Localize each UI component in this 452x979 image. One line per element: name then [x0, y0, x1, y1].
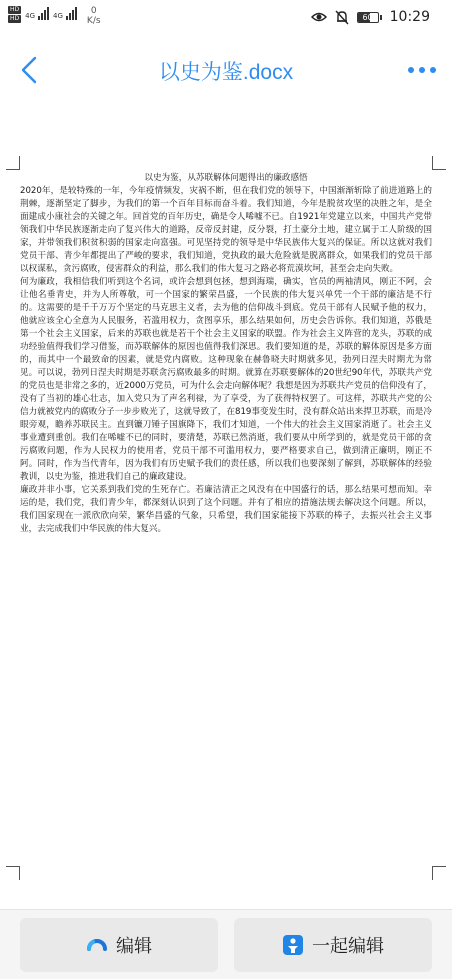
status-bar	[0, 0, 452, 36]
coedit-button[interactable]	[234, 918, 432, 972]
app-bar	[0, 36, 452, 104]
battery-level: 60	[362, 12, 373, 22]
chevron-left-icon	[16, 54, 44, 86]
bottom-bar	[0, 909, 452, 979]
signal-bars-1-icon	[38, 6, 49, 20]
back-button[interactable]	[16, 54, 44, 86]
eye-icon	[311, 11, 327, 23]
net-speed-unit: K/s	[86, 16, 101, 26]
more-button[interactable]	[406, 58, 438, 82]
clock: 10:29	[389, 9, 430, 25]
more-dots-icon	[408, 67, 414, 73]
signal-bars-2-icon	[66, 6, 77, 20]
status-left	[8, 6, 101, 26]
signal-2	[53, 6, 77, 20]
coedit-button-label: 一起编辑	[312, 936, 384, 957]
signal-2-label: 4G	[53, 12, 63, 20]
document-body	[20, 172, 432, 536]
edit-app-icon	[86, 934, 108, 956]
paragraph: 何为廉政，我相信我们听到这个名词，或许会想到包拯，想到海瑞，确实，官员的两袖清风，刚正不阿，会让他名垂青史，并为人所尊敬，可一个国家的繁荣昌盛，一个民族的伟大复兴单凭一个干部的廉洁是不行的。这需要的是千千万万个坚定的马克思主义者，去为他的信仰战斗到底。党员干部有人民赋予他的权力，他就应该全心全意为人民服务，若滥用权力，贪图享乐，那么结果如何，历史会告诉你。我们知道，苏俄是第一个社会主义国家，后来的苏联也就是若干个社会主义国家的联盟。作为社会主义阵营的龙头，苏联的成功经验值得我们学习借鉴，而苏联解体的原因也值得我们深思。我们要知道的是，苏联的解体原因是多方面的，而其中一个最致命的因素，就是党内腐败。这种现象在赫鲁晓夫时期就多见，勃列日涅夫时期尤为常见。可以说，勃列日涅夫时期是苏联贪污腐败最多的时期。就算在苏联要解体的20世纪90年代，苏联共产党的党员也是非常之多的，近2000万党员，可为什么会走向解体呢？我想是因为苏联共产党员的信仰没有了，没有了当初的雄心壮志，加入党只为了声名利禄，为了享受，为了获得特权罢了。可这样，苏联共产党的公信力就被党内的腐败分子一步步败光了，这就导致了，在819事变发生时，没有群众站出来捍卫苏联，而是冷眼旁观，瞻养苏联民主。直到镰刀锤子国旗降下，我们才知道，一个伟大的社会主义国家消逝了。社会主义事业遭到重创。我们在唏嘘不已的同时，要清楚，苏联已然消逝，我们要从中所学到的，就是党员干部的贪污腐败问题，作为人民权力的使用者，党员干部不可滥用权力，要严格要求自己，做到清正廉明，刚正不阿。同时，作为当代青年，因为我们有历史赋予我们的责任感，所以我们也要深刻了解到，苏联解体的经验教训，以史为鉴，推进我们自己的廉政建设。	[20, 277, 432, 482]
net-speed-value: 0	[90, 6, 97, 16]
paragraph: 廉政并非小事，它关系到我们党的生死存亡。若廉洁清正之风没有在中国盛行的话，那么结果可想而知。幸运的是，我们党，我们青少年，都深刻认识到了这个问题。并有了相应的措施法规去解决这个问题。所以，我们国家现在一派欣欣向荣，繁华昌盛的气象，只希望，我们国家能接下苏联的棒子，去振兴社会主义事业，去完成我们中华民族的伟大复兴。	[20, 485, 432, 534]
more-dot	[430, 67, 436, 73]
net-speed	[87, 6, 101, 26]
document-heading: 以史为鉴，从苏联解体问题得出的廉政感悟	[144, 173, 308, 183]
edit-button-label: 编辑	[116, 936, 152, 957]
document-title: 以史为鉴.docx	[158, 61, 294, 84]
status-right	[311, 9, 430, 25]
paragraph: 2020年，是较特殊的一年，今年疫情频发，灾祸不断，但在我们党的领导下，中国渐渐斩除了前进道路上的荆棘，逐渐坚定了脚步，为我们的第一个百年目标而奋斗着。我们知道，今年是脱贫攻坚的决胜之年，是全面建成小康社会的关键之年。回首党的百年历史，确是令人唏嘘不已。自1921年党建立以来，中国共产党带领我们中华民族逐渐走向了复兴伟大的道路，反帝反封建，反分裂，打土豪分土地，建立属于工人阶级的国家，并带领我们积贫积弱的国家走向富强。可见坚持党的领导是中华民族伟大复兴的保证。所以这就对我们党员干部、青少年都提出了严峻的要求，我们知道，党执政的最大危险就是脱离群众，如果我们的党员干部以权谋私，贪污腐败，侵害群众的利益，那么我们的伟大复习之路必将荒漠坎坷，甚至会走向失败。	[20, 186, 432, 274]
hd-badge-2: HD	[10, 15, 20, 22]
document-page[interactable]	[0, 104, 452, 909]
page-corner-mark	[6, 156, 20, 170]
battery-icon	[357, 12, 382, 23]
page-corner-mark	[432, 866, 446, 880]
collaborate-icon	[282, 934, 304, 956]
page-corner-mark	[432, 156, 446, 170]
more-dot	[419, 67, 425, 73]
page-corner-mark	[6, 866, 20, 880]
hd-indicators	[8, 6, 21, 23]
signal-1	[25, 6, 49, 20]
edit-button[interactable]	[20, 918, 218, 972]
mute-bell-icon	[335, 10, 349, 25]
hd-badge-1: HD	[10, 6, 20, 13]
signal-1-label: 4G	[25, 12, 36, 20]
